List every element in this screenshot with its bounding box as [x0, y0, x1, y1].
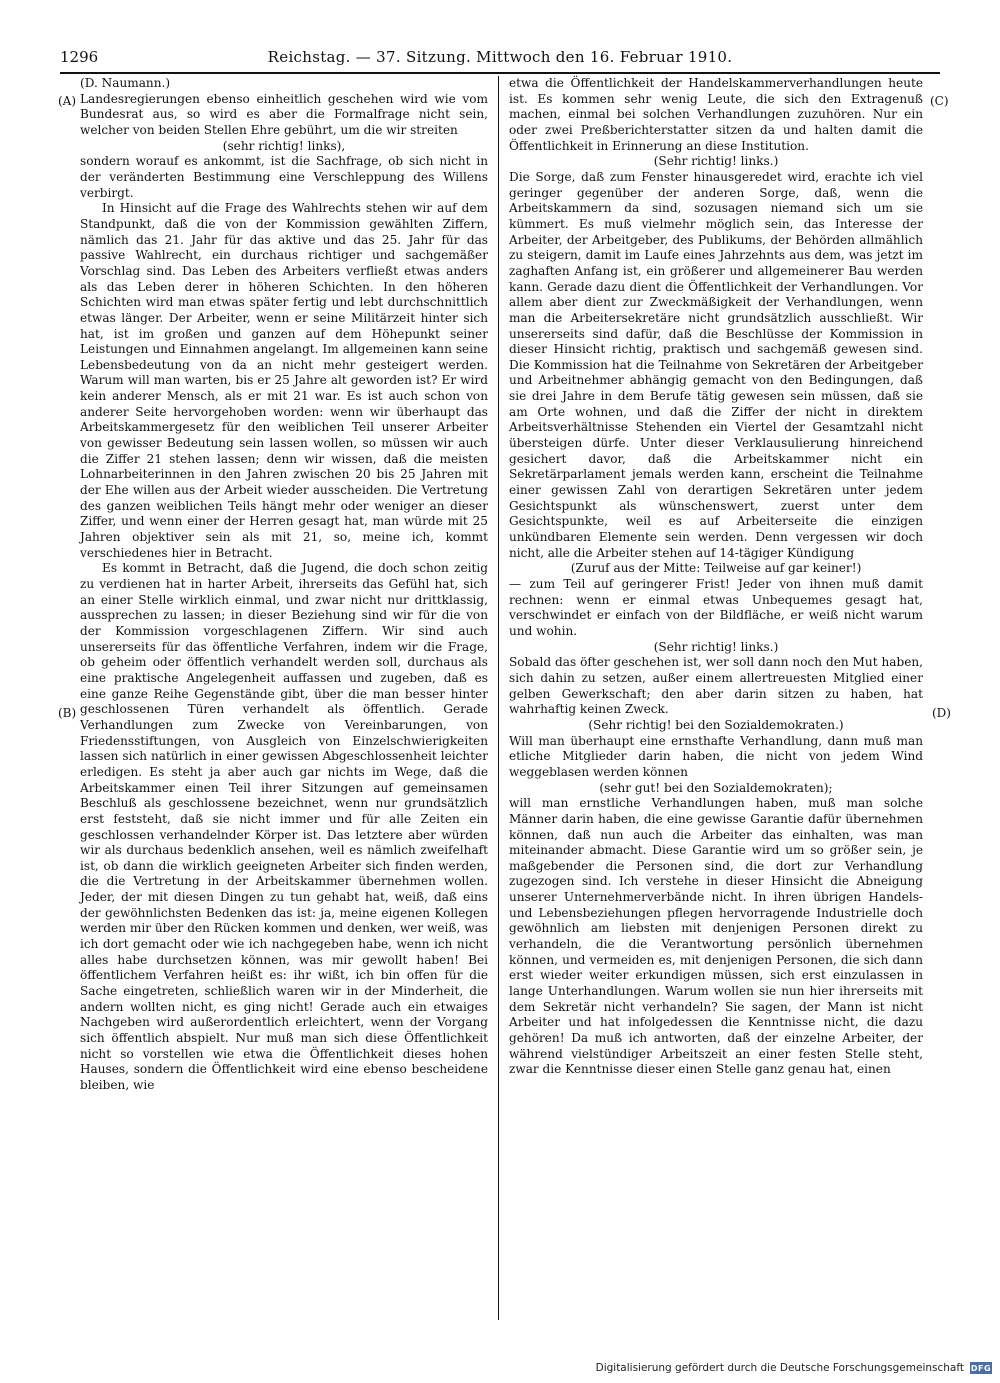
footer-credit: Digitalisierung gefördert durch die Deutsche Forschungsgemeinschaft: [595, 1362, 964, 1374]
interjection: (Sehr richtig! links.): [653, 154, 779, 169]
paragraph: Die Sorge, daß zum Fenster hinausgeredet wird, erachte ich viel geringer gegenüber der anderen Sorge, daß, wenn die Arbeitskammern da sind, sozusagen niemand sich um sie kümmert. Es muß vielmehr möglich sein, das Interesse der Arbeiter, der Arbeitgeber, des Publikums, der Behörden allmählich zu steigern, damit im Laufe eines Jahrzehnts aus dem, was jetzt im zaghaften Anfang ist, ein größerer und allgemeinerer Bau werden kann. Gerade dazu dient die Öffentlichkeit der Verhandlungen. Vor allem aber dient zur Zweckmäßigkeit der Verhandlungen, wenn man die Arbeitersekretäre nicht grundsätzlich ausschließt. Wir unsererseits sind dafür, daß die Beschlüsse der Kommission in dieser Hinsicht richtig, praktisch und sachgemäß gewesen sind. Die Kommission hat die Teilnahme von Sekretären der Arbeitgeber und Arbeitnehmer abhängig gemacht von den Bedingungen, daß sie drei Jahre in dem Berufe tätig gewesen sein müssen, daß sie am Orte wohnen, und daß die Ziffer der nicht in direktem Arbeitsverhältnisse Stehenden ein Viertel der Gesamtzahl nicht übersteigen dürfe. Unter dieser Verklausulierung hinreichend gesichert davor, daß die Arbeitskammer nicht ein Sekretärparlament jemals werden kann, erscheint die Teilnahme einer gewissen Zahl von derartigen Sekretären unter jedem Gesichtspunkt als wünschenswert, zuerst unter dem Gesichtspunkte, weil es auf Arbeiterseite die einzigen unkündbaren Elemente sein werden. Denn vergessen wir doch nicht, alle die Arbeiter stehen auf 14-tägiger Kündigung: [509, 169, 923, 560]
interjection: (Sehr richtig! links.): [653, 639, 779, 654]
paragraph: Will man überhaupt eine ernsthafte Verhandlung, dann muß man etliche Mitglieder darin haben, die nicht von jedem Wind weggeblasen werden können: [509, 733, 923, 779]
header-rule: [60, 72, 940, 74]
dfg-logo-icon: DFG: [970, 1363, 992, 1373]
margin-mark-d: (D): [932, 706, 951, 720]
page-footer: [596, 1362, 992, 1374]
interjection: (sehr gut! bei den Sozialdemokraten);: [599, 780, 833, 795]
page-number: 1296: [60, 48, 99, 66]
interjection: (sehr richtig! links),: [222, 138, 346, 153]
page-header: [60, 45, 940, 69]
left-text-column: [80, 76, 488, 1094]
paragraph: Es kommt in Betracht, daß die Jugend, die doch schon zeitig zu verdienen hat in harter Arbeit, ihrerseits das Gefühl hat, sich an einer Stelle wirklich einmal, und zwar nicht nur drittklassig, aussprechen zu lassen; in dieser Beziehung sind wir für die von der Kommission vorgeschlagenen Ziffern. Wir sind auch unsererseits für das öffentliche Verfahren, indem wir die Frage, ob geheim oder öffentlich verhandelt werden soll, durchaus als eine praktische Angelegenheit auffassen und zugeben, daß es eine ganze Reihe Gegenstände gibt, über die man besser hinter geschlossenen Türen verhandelt als öffentlich. Gerade Verhandlungen zum Zwecke von Vereinbarungen, von Friedensstiftungen, von Ausgleich von Einzelschwierigkeiten lassen sich natürlich in einer gewissen Abgeschlossenheit leichter erledigen. Es steht ja aber auch gar nichts im Wege, daß die Arbeitskammer einen Teil ihrer Sitzungen auf gemeinsamen Beschluß als geschlossene bezeichnet, wenn nur grundsätzlich erst feststeht, daß sie nicht immer und für alle Zeiten ein geschlossen verhandelnder Körper ist. Das letztere aber würden wir als durchaus bedenklich ansehen, weil es nämlich zweifelhaft ist, ob dann die wirklich geeigneten Arbeiter sich finden werden, die die Vertretung in der Arbeitskammer übernehmen wollen. Jeder, der mit diesen Dingen zu tun gehabt hat, weiß, daß eins der gewöhnlichsten Bedenken das ist: ja, meine eigenen Kollegen werden mir über den Rücken kommen und denken, wer weiß, was ich dort gemacht oder wie ich nachgegeben habe, wenn ich nicht alles habe durchsetzen können, was mir gewollt haben! Bei öffentlichem Verfahren heißt es: ihr wißt, ich bin offen für die Sache eingetreten, schließlich waren wir in der Minderheit, die andern wollten nicht, es ging nicht! Gerade auch ein etwaiges Nachgeben wird außerordentlich erleichtert, wenn der Vorgang sich öffentlich abspielt. Nur muß man sich diese Öffentlichkeit nicht so vorstellen wie etwa die Öffentlichkeit dieses hohen Hauses, sondern die Öffentlichkeit wird eine ebenso bescheidene bleiben, wie: [80, 561, 488, 1092]
paragraph: — zum Teil auf geringerer Frist! Jeder von ihnen muß damit rechnen: wenn er einmal etwas Unbequemes gesagt hat, verschwindet er einfach von der Bildfläche, er weiß nicht warum und wohin.: [509, 577, 923, 638]
paragraph: In Hinsicht auf die Frage des Wahlrechts stehen wir auf dem Standpunkt, daß die von der Kommission gewählten Ziffern, nämlich das 21. Jahr für das aktive und das 25. Jahr für das passive Wahlrecht, ein durchaus richtiger und sachgemäßer Vorschlag sind. Das Leben des Arbeiters verfließt etwas anders als das Leben derer in höheren Schichten. In den höheren Schichten wird man etwas später fertig und lebt durchschnittlich etwas länger. Der Arbeiter, wenn er seine Militärzeit hinter sich hat, ist im großen und ganzen auf dem Höhepunkt seiner Leistungen und Einnahmen angelangt. Im allgemeinen kann seine Lebensbedeutung von da an nicht mehr gesteigert werden. Warum will man warten, bis er 25 Jahre alt geworden ist? Er wird kein anderer Mensch, als er mit 21 war. Es ist auch schon von anderer Seite hervorgehoben worden: wenn wir überhaupt das Arbeitskammergesetz für den weiblichen Teil unserer Arbeiter von gewisser Bedeutung sein lassen wollen, so müssen wir auch die Ziffer 21 stehen lassen; denn wir wissen, daß die meisten Lohnarbeiterinnen in den Jahren zwischen 20 bis 25 Jahren mit der Ehe willen aus der Arbeit wieder ausscheiden. Die Vertretung des ganzen weiblichen Teils hängt mehr oder weniger an dieser Ziffer, und wenn einer der Herren gesagt hat, man würde mit 25 Jahren objektiver sein als mit 21, so, meine ich, kommt verschiedenes hier in Betracht.: [80, 201, 488, 560]
right-text-column: [509, 76, 923, 1078]
paragraph: sondern worauf es ankommt, ist die Sachfrage, ob sich nicht in der veränderten Bestimmung eine Verschleppung des Willens verbirgt.: [80, 154, 488, 200]
margin-mark-b: (B): [58, 706, 77, 720]
margin-mark-a: (A): [58, 94, 77, 108]
paragraph: Landesregierungen ebenso einheitlich geschehen wird wie vom Bundesrat aus, so wird es aber die Formalfrage nicht sein, welcher von beiden Stellen Ehre gebührt, um die wir streiten: [80, 91, 488, 137]
paragraph: etwa die Öffentlichkeit der Handelskammerverhandlungen heute ist. Es kommen sehr wenig Leute, die sich den Extragenuß machen, einmal bei solchen Verhandlungen zuzuhören. Nur ein oder zwei Preßberichterstatter sitzen da und halten damit die Öffentlichkeit in Erinnerung an diese Institution.: [509, 76, 923, 153]
column-separator: [498, 76, 499, 1320]
paragraph: Sobald das öfter geschehen ist, wer soll dann noch den Mut haben, sich dahin zu setzen, außer einem allertreuesten Mitglied einer gelben Gewerkschaft; den aber darin sitzen zu haben, hat wahrhaftig keinen Zweck.: [509, 655, 923, 717]
running-title: Reichstag. — 37. Sitzung. Mittwoch den 16. Februar 1910.: [267, 48, 733, 66]
paragraph: will man ernstliche Verhandlungen haben, muß man solche Männer darin haben, die eine gewisse Garantie dafür übernehmen können, daß nun auch die Arbeiter das einhalten, was man miteinander abmacht. Diese Garantie wird um so größer sein, je maßgebender die Personen sind, die dort zur Verhandlung zugezogen sind. Ich verstehe in dieser Hinsicht die Abneigung unserer Unternehmerverbände nicht. In ihren übrigen Handels- und Lebensbeziehungen pflegen hervorragende Industrielle doch gewöhnlich am liebsten mit denjenigen Personen direkt zu verhandeln, die die Verantwortung persönlich übernehmen können, und vermeiden es, mit denjenigen Personen, die sich dann erst wieder weiter erkundigen müssen, sich erst einzulassen in lange Unterhandlungen. Warum wollen sie nun hier ihrerseits mit dem Sekretär nicht verhandeln? Sie sagen, der Mann ist nicht Arbeiter und hat infolgedessen die Kenntnisse nicht, die dazu gehören! Da muß ich antworten, daß der einzelne Arbeiter, der während vielstündiger Arbeitszeit an einer festen Stelle steht, zwar die Kenntnisse dieser einen Stelle ganz genau hat, einen: [509, 796, 923, 1077]
paragraph: (D. Naumann.): [80, 76, 171, 90]
interjection: (Zuruf aus der Mitte: Teilweise auf gar keiner!): [570, 561, 862, 576]
interjection: (Sehr richtig! bei den Sozialdemokraten.): [588, 717, 844, 732]
margin-mark-c: (C): [930, 94, 949, 108]
